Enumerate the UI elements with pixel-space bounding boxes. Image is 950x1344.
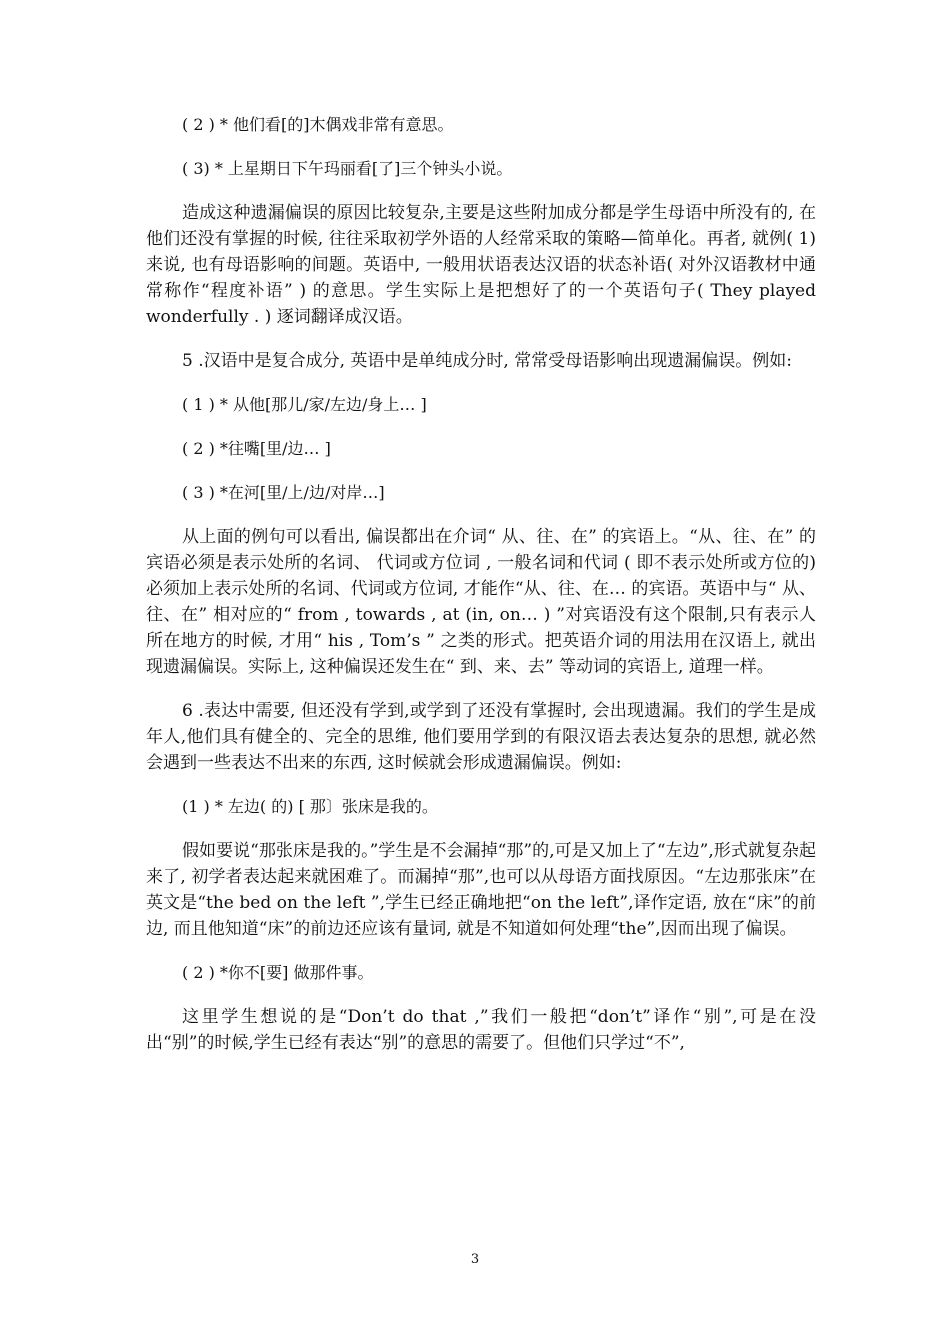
example-sentence: ( 2 ) *你不[要] 做那件事。 [182,963,374,982]
paragraph: 从上面的例句可以看出, 偏误都出在介词“ 从、往、在” 的宾语上。“从、往、在” 的宾语必须是表示处所的名词、 代词或方位词 , 一般名词和代词 ( 即不表示处所或方位的) 必须加上表示处所的名词、代词或方位词, 才能作“从、往、在… 的宾语。英语中与“ 从、往、在” 相对应的“ from , towards , at (in, on… ) ”对宾语没有这个限制,只有表示人所在地方的时候, 才用“ his , Tom’s ” 之类的形式。把英语介词的用法用在汉语上, 就出现遗漏偏误。实际上, 这种偏误还发生在“ 到、来、去” 等动词的宾语上, 道理一样。 [146,527,816,677]
document-body [146,112,816,1074]
example-sentence: ( 1 ) * 从他[那儿/家/左边/身上… ] [182,395,427,414]
paragraph: 这里学生想说的是“Don’t do that ,”我们一般把“don’t”译作“别”,可是在没出“别”的时候,学生已经有表达“别”的意思的需要了。但他们只学过“不”, [146,1007,816,1053]
example-sentence: ( 2 ) * 他们看[的]木偶戏非常有意思。 [182,115,454,134]
example-sentence: ( 3) * 上星期日下午玛丽看[了]三个钟头小说。 [182,159,513,178]
page-number: 3 [470,1252,480,1267]
example-sentence: ( 3 ) *在河[里/上/边/对岸…] [182,483,385,502]
paragraph: 假如要说“那张床是我的。”学生是不会漏掉“那”的,可是又加上了“左边”,形式就复杂起来了, 初学者表达起来就困难了。而漏掉“那”,也可以从母语方面找原因。“左边那张床”在英文是“the bed on the left ”,学生已经正确地把“on the left”,译作定语, 放在“床”的前边, 而且他知道“床”的前边还应该有量词, 就是不知道如何处理“the”,因而出现了偏误。 [146,841,816,939]
paragraph: 造成这种遗漏偏误的原因比较复杂,主要是这些附加成分都是学生母语中所没有的, 在他们还没有掌握的时候, 往往采取初学外语的人经常采取的策略—简单化。再者, 就例( 1) 来说, 也有母语影响的间题。英语中, 一般用状语表达汉语的状态补语( 对外汉语教材中通常称作“程度补语” ) 的意思。学生实际上是把想好了的一个英语句子( They played wonderfully . ) 逐词翻译成汉语。 [146,203,816,327]
example-sentence: ( 2 ) *往嘴[里/边… ] [182,439,331,458]
example-sentence: (1 ) * 左边( 的) [ 那〕张床是我的。 [182,797,438,816]
paragraph-section-5: 5 .汉语中是复合成分, 英语中是单纯成分时, 常常受母语影响出现遗漏偏误。例如: [182,351,792,371]
paragraph-section-6: 6 .表达中需要, 但还没有学到,或学到了还没有掌握时, 会出现遗漏。我们的学生是成年人,他们具有健全的、完全的思维, 他们要用学到的有限汉语去表达复杂的思想, 就必然会遇到一些表达不出来的东西, 这时候就会形成遗漏偏误。例如: [146,701,816,773]
